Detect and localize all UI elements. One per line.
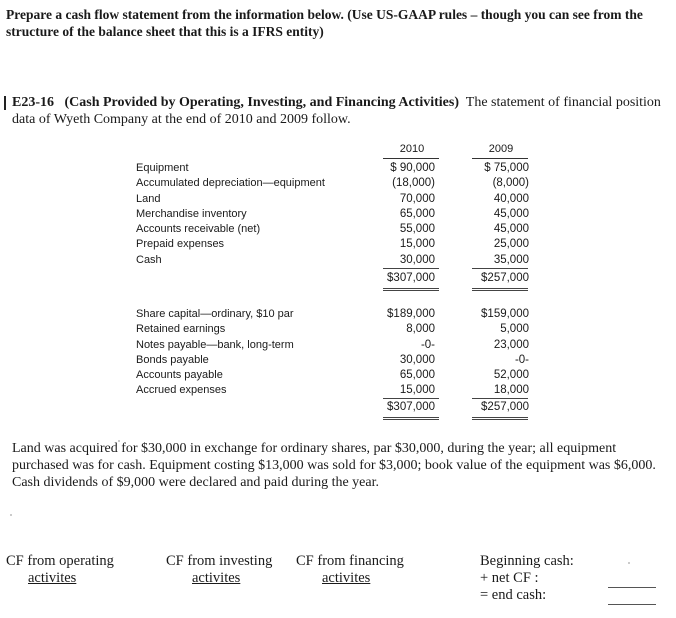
asset-label: Equipment [136, 162, 189, 174]
asset-value: 40,000 [493, 192, 529, 205]
asset-total-value: $257,000 [481, 272, 529, 284]
net-cf-blank [608, 587, 656, 588]
equity-labels [136, 307, 294, 399]
cash-reconciliation [480, 553, 574, 604]
asset-label: Accounts receivable (net) [136, 223, 261, 236]
asset-value: 15,000 [399, 238, 435, 251]
exercise-margin-bar [4, 96, 6, 110]
asset-value: 45,000 [493, 207, 529, 220]
asset-total-2009 [466, 271, 529, 286]
equity-value: 23,000 [493, 338, 529, 351]
asset-value: 70,000 [399, 192, 435, 205]
exercise-heading [12, 94, 672, 128]
cf-investing-line2: activites [192, 570, 241, 586]
asset-value: (18,000) [392, 177, 435, 190]
cf-operating-label [6, 553, 114, 587]
equity-label: Accounts payable [136, 369, 223, 382]
equity-value: -0- [420, 338, 435, 351]
cf-investing-label [166, 553, 272, 587]
year-header-rule [383, 158, 439, 159]
cf-financing-line2: activites [322, 570, 371, 586]
equity-total-2010 [372, 400, 435, 415]
cf-investing-line1: CF from investing [166, 553, 273, 569]
net-cf-label: + net CF : [480, 570, 539, 586]
asset-label: Prepaid expenses [136, 238, 225, 251]
asset-value: $ 75,000 [484, 162, 529, 174]
asset-label: Accumulated depreciation—equipment [136, 177, 325, 190]
total-double-rule [472, 288, 528, 291]
asset-value: 25,000 [493, 238, 529, 251]
end-cash-label: = end cash: [480, 587, 547, 603]
equity-total-value: $307,000 [387, 401, 435, 413]
asset-value: 30,000 [399, 253, 435, 266]
asset-value: 45,000 [493, 223, 529, 236]
year-header-rule [472, 158, 528, 159]
asset-value: $ 90,000 [390, 162, 435, 174]
exercise-title: (Cash Provided by Operating, Investing, and Financing Activities) [64, 95, 460, 110]
asset-values-2010 [372, 161, 435, 268]
equity-value: $159,000 [481, 308, 529, 320]
equity-value: 18,000 [493, 384, 529, 397]
scan-speck [10, 514, 12, 516]
cf-financing-label [296, 553, 404, 587]
equity-label: Retained earnings [136, 323, 226, 336]
total-double-rule [472, 417, 528, 420]
scan-speck [628, 562, 630, 564]
asset-total-value: $307,000 [387, 272, 435, 284]
asset-label: Land [136, 192, 161, 205]
equity-values-2009 [466, 307, 529, 399]
equity-value: 65,000 [399, 369, 435, 382]
equity-label: Share capital—ordinary, $10 par [136, 308, 294, 320]
equity-total-2009 [466, 400, 529, 415]
end-cash-blank [608, 604, 656, 605]
exercise-text: The statement of financial position data of Wyeth Company at the end of 2010 and 2009 follow. [12, 95, 661, 127]
equity-value: 15,000 [399, 384, 435, 397]
cf-operating-line2: activites [28, 570, 77, 586]
subtotal-rule [472, 268, 528, 269]
subtotal-rule [383, 398, 439, 399]
asset-total-2010 [372, 271, 435, 286]
equity-value: 5,000 [500, 323, 529, 336]
equity-label: Notes payable—bank, long-term [136, 338, 294, 351]
equity-value: 52,000 [493, 369, 529, 382]
asset-label: Merchandise inventory [136, 207, 247, 220]
total-double-rule [383, 288, 439, 291]
problem-paragraph: Land was acquired for $30,000 in exchange for ordinary shares, par $30,000, during the year; all equipment purchased was for cash. Equipment costing $13,000 was sold for $3,000; book value of the equipment was $6,000. Cash dividends of $9,000 were declared and paid during the year. [12, 441, 656, 490]
asset-value: 55,000 [399, 223, 435, 236]
year-header-2009: 2009 [488, 143, 514, 155]
asset-label: Cash [136, 253, 162, 266]
intro-instructions: Prepare a cash flow statement from the information below. (Use US-GAAP rules – though you can see from the structure of the balance sheet that this is a IFRS entity) [6, 7, 643, 39]
asset-value: 65,000 [399, 207, 435, 220]
asset-value: 35,000 [493, 253, 529, 266]
exercise-code: E23-16 [12, 95, 54, 110]
equity-value: $189,000 [387, 308, 435, 320]
asset-labels [136, 161, 325, 268]
asset-value: (8,000) [492, 177, 529, 190]
total-double-rule [383, 417, 439, 420]
cf-financing-line1: CF from financing [296, 553, 404, 569]
asset-values-2009 [466, 161, 529, 268]
equity-values-2010 [372, 307, 435, 399]
equity-total-value: $257,000 [481, 401, 529, 413]
equity-label: Accrued expenses [136, 384, 227, 397]
subtotal-rule [383, 268, 439, 269]
cf-operating-line1: CF from operating [6, 553, 114, 569]
beginning-cash-label: Beginning cash: [480, 553, 574, 569]
equity-value: 30,000 [399, 353, 435, 366]
equity-value: 8,000 [406, 323, 435, 336]
subtotal-rule [472, 398, 528, 399]
year-header-2010: 2010 [399, 143, 425, 155]
equity-label: Bonds payable [136, 353, 209, 366]
equity-value: -0- [514, 353, 529, 366]
